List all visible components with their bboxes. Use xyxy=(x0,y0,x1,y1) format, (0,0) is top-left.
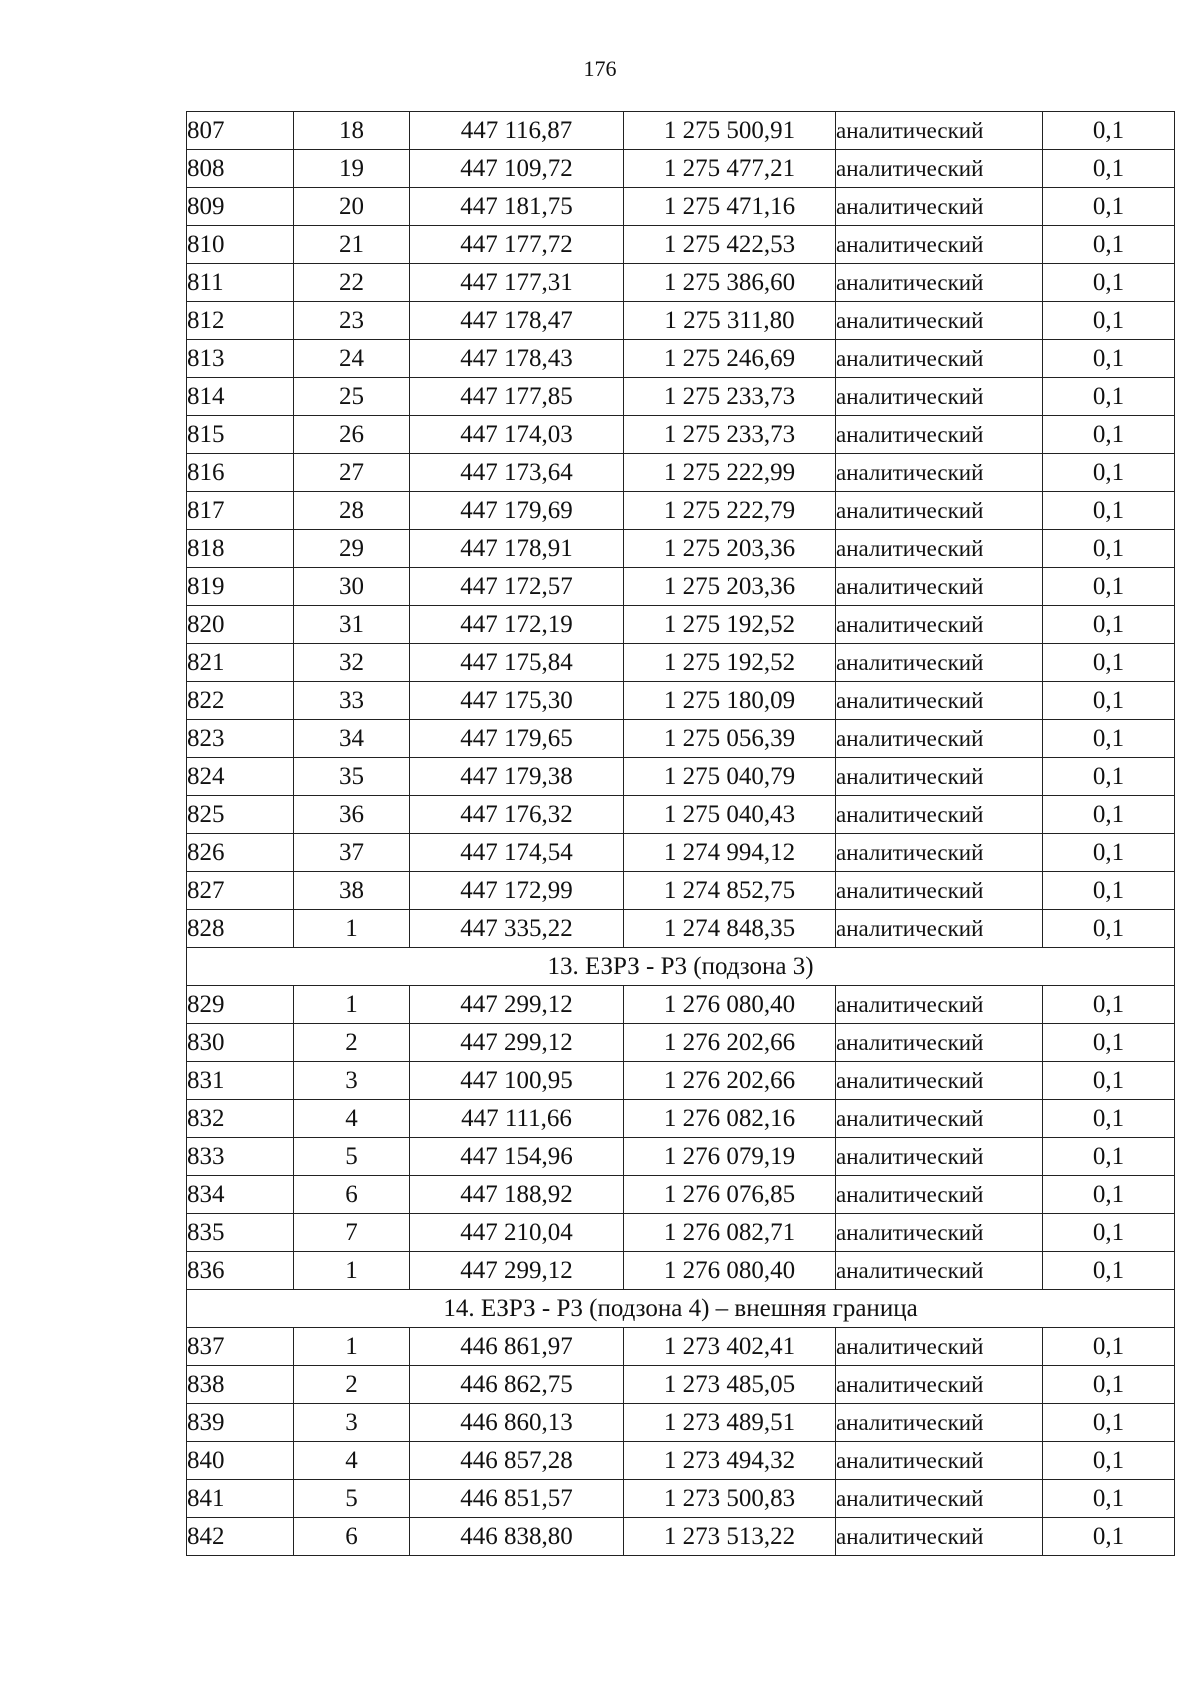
error-cell: 0,1 xyxy=(1043,302,1175,340)
vertex-index-cell: 6 xyxy=(294,1176,410,1214)
error-cell: 0,1 xyxy=(1043,188,1175,226)
point-number-cell: 828 xyxy=(187,910,294,948)
y-coordinate-cell: 1 275 203,36 xyxy=(624,530,836,568)
method-cell: аналитический xyxy=(836,796,1043,834)
error-cell: 0,1 xyxy=(1043,1062,1175,1100)
method-cell: аналитический xyxy=(836,720,1043,758)
point-number-cell: 807 xyxy=(187,112,294,150)
point-number-cell: 812 xyxy=(187,302,294,340)
y-coordinate-cell: 1 275 422,53 xyxy=(624,226,836,264)
vertex-index-cell: 34 xyxy=(294,720,410,758)
y-coordinate-cell: 1 275 222,79 xyxy=(624,492,836,530)
vertex-index-cell: 6 xyxy=(294,1518,410,1556)
x-coordinate-cell: 447 172,99 xyxy=(410,872,624,910)
error-cell: 0,1 xyxy=(1043,454,1175,492)
table-row xyxy=(187,150,1175,188)
vertex-index-cell: 1 xyxy=(294,1252,410,1290)
vertex-index-cell: 3 xyxy=(294,1062,410,1100)
error-cell: 0,1 xyxy=(1043,606,1175,644)
vertex-index-cell: 24 xyxy=(294,340,410,378)
table-row xyxy=(187,1062,1175,1100)
error-cell: 0,1 xyxy=(1043,1214,1175,1252)
vertex-index-cell: 1 xyxy=(294,1328,410,1366)
x-coordinate-cell: 447 172,57 xyxy=(410,568,624,606)
error-cell: 0,1 xyxy=(1043,1518,1175,1556)
method-cell: аналитический xyxy=(836,112,1043,150)
vertex-index-cell: 4 xyxy=(294,1100,410,1138)
y-coordinate-cell: 1 276 082,16 xyxy=(624,1100,836,1138)
y-coordinate-cell: 1 276 080,40 xyxy=(624,1252,836,1290)
section-title: 13. ЕЗРЗ - Р3 (подзона 3) xyxy=(187,948,1175,986)
x-coordinate-cell: 446 851,57 xyxy=(410,1480,624,1518)
point-number-cell: 825 xyxy=(187,796,294,834)
point-number-cell: 814 xyxy=(187,378,294,416)
error-cell: 0,1 xyxy=(1043,568,1175,606)
table-row xyxy=(187,264,1175,302)
y-coordinate-cell: 1 274 848,35 xyxy=(624,910,836,948)
y-coordinate-cell: 1 273 513,22 xyxy=(624,1518,836,1556)
error-cell: 0,1 xyxy=(1043,378,1175,416)
table-row xyxy=(187,226,1175,264)
point-number-cell: 839 xyxy=(187,1404,294,1442)
point-number-cell: 810 xyxy=(187,226,294,264)
error-cell: 0,1 xyxy=(1043,682,1175,720)
x-coordinate-cell: 447 172,19 xyxy=(410,606,624,644)
table-row xyxy=(187,796,1175,834)
y-coordinate-cell: 1 275 477,21 xyxy=(624,150,836,188)
y-coordinate-cell: 1 276 076,85 xyxy=(624,1176,836,1214)
x-coordinate-cell: 447 175,84 xyxy=(410,644,624,682)
y-coordinate-cell: 1 273 494,32 xyxy=(624,1442,836,1480)
method-cell: аналитический xyxy=(836,568,1043,606)
point-number-cell: 815 xyxy=(187,416,294,454)
table-row xyxy=(187,644,1175,682)
y-coordinate-cell: 1 275 203,36 xyxy=(624,568,836,606)
table-body xyxy=(187,112,1175,1556)
y-coordinate-cell: 1 276 202,66 xyxy=(624,1024,836,1062)
x-coordinate-cell: 447 178,43 xyxy=(410,340,624,378)
point-number-cell: 819 xyxy=(187,568,294,606)
point-number-cell: 840 xyxy=(187,1442,294,1480)
table-row xyxy=(187,1214,1175,1252)
vertex-index-cell: 2 xyxy=(294,1024,410,1062)
vertex-index-cell: 19 xyxy=(294,150,410,188)
y-coordinate-cell: 1 275 222,99 xyxy=(624,454,836,492)
y-coordinate-cell: 1 273 489,51 xyxy=(624,1404,836,1442)
point-number-cell: 808 xyxy=(187,150,294,188)
method-cell: аналитический xyxy=(836,1100,1043,1138)
point-number-cell: 829 xyxy=(187,986,294,1024)
table-row xyxy=(187,1328,1175,1366)
vertex-index-cell: 28 xyxy=(294,492,410,530)
method-cell: аналитический xyxy=(836,454,1043,492)
method-cell: аналитический xyxy=(836,1442,1043,1480)
x-coordinate-cell: 447 174,54 xyxy=(410,834,624,872)
y-coordinate-cell: 1 275 180,09 xyxy=(624,682,836,720)
point-number-cell: 841 xyxy=(187,1480,294,1518)
table-row xyxy=(187,986,1175,1024)
method-cell: аналитический xyxy=(836,530,1043,568)
x-coordinate-cell: 446 857,28 xyxy=(410,1442,624,1480)
vertex-index-cell: 27 xyxy=(294,454,410,492)
method-cell: аналитический xyxy=(836,758,1043,796)
vertex-index-cell: 21 xyxy=(294,226,410,264)
table-row xyxy=(187,682,1175,720)
page-number: 176 xyxy=(583,56,617,81)
vertex-index-cell: 26 xyxy=(294,416,410,454)
table-row xyxy=(187,302,1175,340)
point-number-cell: 820 xyxy=(187,606,294,644)
y-coordinate-cell: 1 275 056,39 xyxy=(624,720,836,758)
vertex-index-cell: 32 xyxy=(294,644,410,682)
table-row xyxy=(187,910,1175,948)
y-coordinate-cell: 1 273 500,83 xyxy=(624,1480,836,1518)
error-cell: 0,1 xyxy=(1043,834,1175,872)
y-coordinate-cell: 1 275 471,16 xyxy=(624,188,836,226)
table-row xyxy=(187,1176,1175,1214)
error-cell: 0,1 xyxy=(1043,1366,1175,1404)
error-cell: 0,1 xyxy=(1043,986,1175,1024)
table-row xyxy=(187,416,1175,454)
point-number-cell: 834 xyxy=(187,1176,294,1214)
table-row xyxy=(187,378,1175,416)
error-cell: 0,1 xyxy=(1043,1442,1175,1480)
error-cell: 0,1 xyxy=(1043,796,1175,834)
y-coordinate-cell: 1 276 202,66 xyxy=(624,1062,836,1100)
x-coordinate-cell: 446 860,13 xyxy=(410,1404,624,1442)
method-cell: аналитический xyxy=(836,1138,1043,1176)
error-cell: 0,1 xyxy=(1043,872,1175,910)
vertex-index-cell: 1 xyxy=(294,986,410,1024)
vertex-index-cell: 25 xyxy=(294,378,410,416)
error-cell: 0,1 xyxy=(1043,1252,1175,1290)
section-title: 14. ЕЗРЗ - Р3 (подзона 4) – внешняя граница xyxy=(187,1290,1175,1328)
x-coordinate-cell: 447 179,38 xyxy=(410,758,624,796)
point-number-cell: 811 xyxy=(187,264,294,302)
y-coordinate-cell: 1 275 386,60 xyxy=(624,264,836,302)
x-coordinate-cell: 447 109,72 xyxy=(410,150,624,188)
x-coordinate-cell: 446 838,80 xyxy=(410,1518,624,1556)
vertex-index-cell: 38 xyxy=(294,872,410,910)
table-row xyxy=(187,1252,1175,1290)
error-cell: 0,1 xyxy=(1043,340,1175,378)
point-number-cell: 823 xyxy=(187,720,294,758)
method-cell: аналитический xyxy=(836,492,1043,530)
method-cell: аналитический xyxy=(836,606,1043,644)
vertex-index-cell: 1 xyxy=(294,910,410,948)
y-coordinate-cell: 1 273 402,41 xyxy=(624,1328,836,1366)
table-row xyxy=(187,1138,1175,1176)
x-coordinate-cell: 447 179,65 xyxy=(410,720,624,758)
x-coordinate-cell: 447 177,72 xyxy=(410,226,624,264)
method-cell: аналитический xyxy=(836,1328,1043,1366)
y-coordinate-cell: 1 276 082,71 xyxy=(624,1214,836,1252)
method-cell: аналитический xyxy=(836,1404,1043,1442)
error-cell: 0,1 xyxy=(1043,1176,1175,1214)
table-row xyxy=(187,606,1175,644)
error-cell: 0,1 xyxy=(1043,112,1175,150)
x-coordinate-cell: 447 299,12 xyxy=(410,986,624,1024)
vertex-index-cell: 5 xyxy=(294,1138,410,1176)
method-cell: аналитический xyxy=(836,1366,1043,1404)
vertex-index-cell: 29 xyxy=(294,530,410,568)
coordinates-table xyxy=(186,111,1175,1556)
error-cell: 0,1 xyxy=(1043,720,1175,758)
section-header-row xyxy=(187,948,1175,986)
table-row xyxy=(187,568,1175,606)
vertex-index-cell: 31 xyxy=(294,606,410,644)
method-cell: аналитический xyxy=(836,910,1043,948)
y-coordinate-cell: 1 274 852,75 xyxy=(624,872,836,910)
y-coordinate-cell: 1 275 233,73 xyxy=(624,378,836,416)
x-coordinate-cell: 447 210,04 xyxy=(410,1214,624,1252)
x-coordinate-cell: 447 176,32 xyxy=(410,796,624,834)
y-coordinate-cell: 1 275 500,91 xyxy=(624,112,836,150)
method-cell: аналитический xyxy=(836,1024,1043,1062)
error-cell: 0,1 xyxy=(1043,644,1175,682)
method-cell: аналитический xyxy=(836,416,1043,454)
vertex-index-cell: 2 xyxy=(294,1366,410,1404)
y-coordinate-cell: 1 275 192,52 xyxy=(624,606,836,644)
vertex-index-cell: 3 xyxy=(294,1404,410,1442)
section-header-row xyxy=(187,1290,1175,1328)
point-number-cell: 833 xyxy=(187,1138,294,1176)
error-cell: 0,1 xyxy=(1043,416,1175,454)
table-row xyxy=(187,720,1175,758)
x-coordinate-cell: 447 174,03 xyxy=(410,416,624,454)
method-cell: аналитический xyxy=(836,986,1043,1024)
method-cell: аналитический xyxy=(836,872,1043,910)
method-cell: аналитический xyxy=(836,188,1043,226)
point-number-cell: 838 xyxy=(187,1366,294,1404)
table-row xyxy=(187,1518,1175,1556)
table-row xyxy=(187,1024,1175,1062)
error-cell: 0,1 xyxy=(1043,758,1175,796)
table-row xyxy=(187,340,1175,378)
vertex-index-cell: 33 xyxy=(294,682,410,720)
vertex-index-cell: 7 xyxy=(294,1214,410,1252)
table-row xyxy=(187,834,1175,872)
x-coordinate-cell: 447 111,66 xyxy=(410,1100,624,1138)
table-row xyxy=(187,188,1175,226)
x-coordinate-cell: 446 862,75 xyxy=(410,1366,624,1404)
y-coordinate-cell: 1 276 080,40 xyxy=(624,986,836,1024)
error-cell: 0,1 xyxy=(1043,1138,1175,1176)
x-coordinate-cell: 447 299,12 xyxy=(410,1252,624,1290)
method-cell: аналитический xyxy=(836,644,1043,682)
vertex-index-cell: 37 xyxy=(294,834,410,872)
point-number-cell: 813 xyxy=(187,340,294,378)
x-coordinate-cell: 447 154,96 xyxy=(410,1138,624,1176)
x-coordinate-cell: 446 861,97 xyxy=(410,1328,624,1366)
x-coordinate-cell: 447 173,64 xyxy=(410,454,624,492)
y-coordinate-cell: 1 275 192,52 xyxy=(624,644,836,682)
table-row xyxy=(187,1404,1175,1442)
point-number-cell: 822 xyxy=(187,682,294,720)
error-cell: 0,1 xyxy=(1043,1100,1175,1138)
method-cell: аналитический xyxy=(836,682,1043,720)
method-cell: аналитический xyxy=(836,378,1043,416)
x-coordinate-cell: 447 188,92 xyxy=(410,1176,624,1214)
y-coordinate-cell: 1 275 311,80 xyxy=(624,302,836,340)
error-cell: 0,1 xyxy=(1043,150,1175,188)
x-coordinate-cell: 447 175,30 xyxy=(410,682,624,720)
error-cell: 0,1 xyxy=(1043,530,1175,568)
error-cell: 0,1 xyxy=(1043,910,1175,948)
x-coordinate-cell: 447 177,85 xyxy=(410,378,624,416)
point-number-cell: 842 xyxy=(187,1518,294,1556)
y-coordinate-cell: 1 275 246,69 xyxy=(624,340,836,378)
method-cell: аналитический xyxy=(836,834,1043,872)
point-number-cell: 836 xyxy=(187,1252,294,1290)
error-cell: 0,1 xyxy=(1043,1480,1175,1518)
table-row xyxy=(187,1100,1175,1138)
method-cell: аналитический xyxy=(836,1214,1043,1252)
y-coordinate-cell: 1 273 485,05 xyxy=(624,1366,836,1404)
y-coordinate-cell: 1 275 040,43 xyxy=(624,796,836,834)
point-number-cell: 809 xyxy=(187,188,294,226)
point-number-cell: 816 xyxy=(187,454,294,492)
method-cell: аналитический xyxy=(836,1176,1043,1214)
vertex-index-cell: 23 xyxy=(294,302,410,340)
error-cell: 0,1 xyxy=(1043,1404,1175,1442)
x-coordinate-cell: 447 179,69 xyxy=(410,492,624,530)
vertex-index-cell: 30 xyxy=(294,568,410,606)
vertex-index-cell: 5 xyxy=(294,1480,410,1518)
x-coordinate-cell: 447 177,31 xyxy=(410,264,624,302)
x-coordinate-cell: 447 116,87 xyxy=(410,112,624,150)
point-number-cell: 832 xyxy=(187,1100,294,1138)
point-number-cell: 837 xyxy=(187,1328,294,1366)
point-number-cell: 830 xyxy=(187,1024,294,1062)
table-row xyxy=(187,872,1175,910)
point-number-cell: 817 xyxy=(187,492,294,530)
vertex-index-cell: 4 xyxy=(294,1442,410,1480)
x-coordinate-cell: 447 178,47 xyxy=(410,302,624,340)
error-cell: 0,1 xyxy=(1043,1024,1175,1062)
method-cell: аналитический xyxy=(836,1480,1043,1518)
vertex-index-cell: 36 xyxy=(294,796,410,834)
point-number-cell: 827 xyxy=(187,872,294,910)
table-row xyxy=(187,1442,1175,1480)
method-cell: аналитический xyxy=(836,226,1043,264)
y-coordinate-cell: 1 275 233,73 xyxy=(624,416,836,454)
point-number-cell: 818 xyxy=(187,530,294,568)
x-coordinate-cell: 447 100,95 xyxy=(410,1062,624,1100)
method-cell: аналитический xyxy=(836,264,1043,302)
y-coordinate-cell: 1 274 994,12 xyxy=(624,834,836,872)
table-row xyxy=(187,454,1175,492)
point-number-cell: 824 xyxy=(187,758,294,796)
point-number-cell: 826 xyxy=(187,834,294,872)
method-cell: аналитический xyxy=(836,1518,1043,1556)
vertex-index-cell: 18 xyxy=(294,112,410,150)
x-coordinate-cell: 447 335,22 xyxy=(410,910,624,948)
table-row xyxy=(187,758,1175,796)
x-coordinate-cell: 447 181,75 xyxy=(410,188,624,226)
table-row xyxy=(187,530,1175,568)
vertex-index-cell: 20 xyxy=(294,188,410,226)
vertex-index-cell: 22 xyxy=(294,264,410,302)
table-row xyxy=(187,1480,1175,1518)
point-number-cell: 821 xyxy=(187,644,294,682)
y-coordinate-cell: 1 276 079,19 xyxy=(624,1138,836,1176)
table-row xyxy=(187,492,1175,530)
table-row xyxy=(187,112,1175,150)
error-cell: 0,1 xyxy=(1043,264,1175,302)
x-coordinate-cell: 447 299,12 xyxy=(410,1024,624,1062)
method-cell: аналитический xyxy=(836,150,1043,188)
x-coordinate-cell: 447 178,91 xyxy=(410,530,624,568)
method-cell: аналитический xyxy=(836,1252,1043,1290)
error-cell: 0,1 xyxy=(1043,226,1175,264)
point-number-cell: 835 xyxy=(187,1214,294,1252)
y-coordinate-cell: 1 275 040,79 xyxy=(624,758,836,796)
method-cell: аналитический xyxy=(836,302,1043,340)
vertex-index-cell: 35 xyxy=(294,758,410,796)
method-cell: аналитический xyxy=(836,340,1043,378)
method-cell: аналитический xyxy=(836,1062,1043,1100)
error-cell: 0,1 xyxy=(1043,492,1175,530)
point-number-cell: 831 xyxy=(187,1062,294,1100)
table-row xyxy=(187,1366,1175,1404)
error-cell: 0,1 xyxy=(1043,1328,1175,1366)
